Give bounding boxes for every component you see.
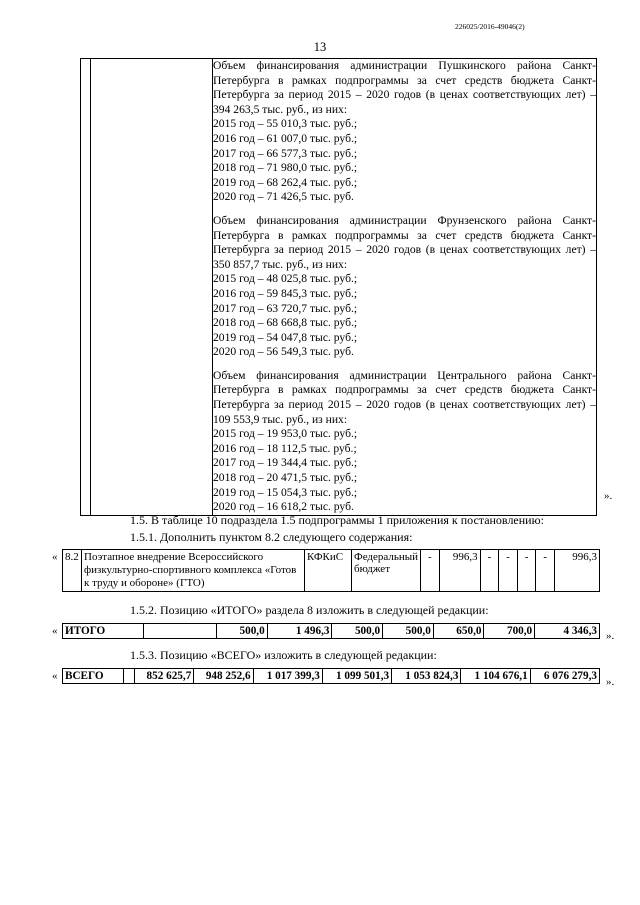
row-source: Федеральный бюджет: [352, 550, 421, 592]
year-line: 2018 год – 68 668,8 тыс. руб.;: [213, 316, 358, 330]
year-line: 2018 год – 71 980,0 тыс. руб.;: [213, 161, 358, 175]
financing-block-frunzensky: [213, 214, 596, 360]
year-line: 2015 год – 55 010,3 тыс. руб.;: [213, 117, 358, 131]
vsego-2020: 1 104 676,1: [461, 669, 530, 684]
year-line: 2015 год – 19 953,0 тыс. руб.;: [213, 427, 358, 441]
paragraph-1-5-1: 1.5.1. Дополнить пунктом 8.2 следующего содержания:: [130, 530, 413, 544]
opening-quote: «: [52, 551, 58, 563]
year-line: 2019 год – 54 047,8 тыс. руб.;: [213, 330, 358, 344]
value-2017: -: [480, 550, 499, 592]
vsego-table: [62, 668, 600, 684]
year-line: 2016 год – 61 007,0 тыс. руб.;: [213, 131, 358, 145]
col-num: [81, 59, 91, 516]
year-line: 2016 год – 18 112,5 тыс. руб.;: [213, 441, 357, 455]
financing-block-pushkinsky: [213, 59, 596, 205]
row-executor: КФКиС: [305, 550, 352, 592]
itogo-total: 4 346,3: [535, 624, 600, 639]
year-line: 2020 год – 71 426,5 тыс. руб.: [213, 190, 354, 204]
closing-quote: ».: [606, 630, 615, 642]
itogo-2017: 500,0: [332, 624, 383, 639]
itogo-2018: 500,0: [383, 624, 434, 639]
value-2018: -: [499, 550, 518, 592]
vsego-2018: 1 099 501,3: [322, 669, 391, 684]
value-2019: -: [517, 550, 536, 592]
value-total: 996,3: [555, 550, 600, 592]
value-2020: -: [536, 550, 555, 592]
itogo-2016: 1 496,3: [267, 624, 332, 639]
paragraph-1-5-2: 1.5.2. Позицию «ИТОГО» раздела 8 изложить в следующей редакции:: [130, 603, 489, 617]
year-line: 2017 год – 63 720,7 тыс. руб.;: [213, 301, 358, 315]
table-row: [63, 550, 600, 592]
page-number: 13: [313, 40, 327, 54]
table-row: [63, 624, 600, 639]
vsego-2015: 852 625,7: [135, 669, 194, 684]
empty-cell: [124, 669, 135, 684]
row-8-2-table: [62, 549, 600, 592]
value-2015: -: [421, 550, 440, 592]
col-name: [91, 59, 213, 516]
vsego-2019: 1 053 824,3: [392, 669, 461, 684]
year-line: 2017 год – 66 577,3 тыс. руб.;: [213, 146, 358, 160]
table-row: [63, 669, 600, 684]
row-number: 8.2: [63, 550, 82, 592]
financing-intro: Объем финансирования администрации Пушкинского района Санкт-Петербурга в рамках подпрограммы за счет средств бюджета Санкт-Петербурга за период 2015 – 2020 годов (в ценах соответствующих лет) – 394 263,5 тыс. руб., из них:: [213, 59, 596, 116]
vsego-2017: 1 017 399,3: [253, 669, 322, 684]
itogo-label: ИТОГО: [63, 624, 144, 639]
itogo-2019: 650,0: [433, 624, 484, 639]
closing-quote: ».: [606, 676, 615, 688]
closing-quote: ».: [604, 490, 613, 502]
itogo-table: [62, 623, 600, 639]
row-name: Поэтапное внедрение Всероссийского физкультурно-спортивного комплекса «Готов к труду и обороне» (ГТО): [82, 550, 305, 592]
financing-cell: [213, 59, 597, 516]
year-line: 2019 год – 68 262,4 тыс. руб.;: [213, 175, 358, 189]
opening-quote: «: [52, 625, 58, 637]
paragraph-1-5: 1.5. В таблице 10 подраздела 1.5 подпрограммы 1 приложения к постановлению:: [130, 513, 544, 527]
document-id: 226025/2016-49046(2): [455, 22, 525, 31]
financing-intro: Объем финансирования администрации Фрунзенского района Санкт-Петербурга в рамках подпрограммы за счет средств бюджета Санкт-Петербурга за период 2015 – 2020 годов (в ценах соответствующих лет) – 350 857,7 тыс. руб., из них:: [213, 213, 596, 271]
opening-quote: «: [52, 670, 58, 682]
itogo-2015: 500,0: [217, 624, 268, 639]
year-line: 2016 год – 59 845,3 тыс. руб.;: [213, 286, 358, 300]
vsego-2016: 948 252,6: [194, 669, 253, 684]
year-line: 2019 год – 15 054,3 тыс. руб.;: [213, 485, 358, 499]
vsego-label: ВСЕГО: [63, 669, 124, 684]
vsego-total: 6 076 279,3: [530, 669, 599, 684]
financing-table: [80, 58, 597, 516]
itogo-2020: 700,0: [484, 624, 535, 639]
value-2016: 996,3: [439, 550, 480, 592]
empty-cell: [144, 624, 217, 639]
financing-intro: Объем финансирования администрации Центрального района Санкт-Петербурга в рамках подпрограммы за счет средств бюджета Санкт-Петербурга за период 2015 – 2020 годов (в ценах соответствующих лет) – 109 553,9 тыс. руб., из них:: [213, 368, 596, 426]
year-line: 2020 год – 56 549,3 тыс. руб.: [213, 345, 354, 359]
year-line: 2015 год – 48 025,8 тыс. руб.;: [213, 272, 358, 286]
year-line: 2020 год – 16 618,2 тыс. руб.: [213, 500, 354, 514]
financing-block-centralny: [213, 369, 596, 515]
year-line: 2018 год – 20 471,5 тыс. руб.;: [213, 471, 358, 485]
paragraph-1-5-3: 1.5.3. Позицию «ВСЕГО» изложить в следующей редакции:: [130, 648, 437, 662]
year-line: 2017 год – 19 344,4 тыс. руб.;: [213, 456, 358, 470]
